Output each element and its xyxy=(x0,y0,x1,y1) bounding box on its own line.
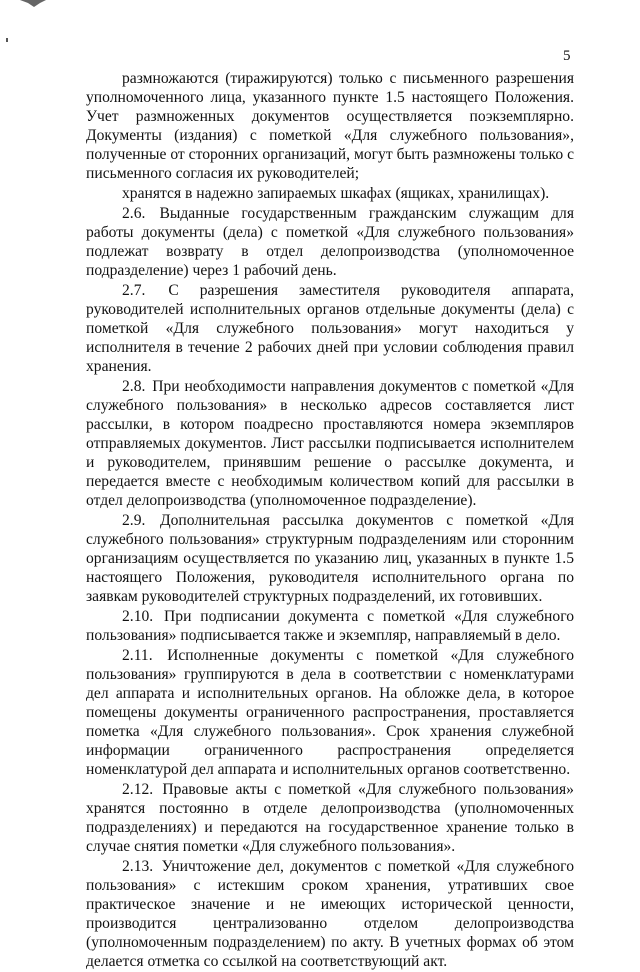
document-body xyxy=(86,69,574,972)
paragraph-number: 2.10. xyxy=(122,608,154,625)
paragraph xyxy=(86,377,574,510)
paragraph xyxy=(86,204,574,280)
paragraph-text: Выданные государственным гражданским служащим для работы документы (дела) с пометкой «Для служебного пользования» подлежат возврату в отдел делопроизводства (уполномоченное подразделение) через 1 рабочий день. xyxy=(86,205,574,279)
paragraph-text: Дополнительная рассылка документов с пометкой «Для служебного пользования» структурным подразделениям или сторонним организациям осуществляется по указанию лиц, указанных в пункте 1.5 настоящего Положения, руководителя исполнительного органа по заявкам руководителей структурных подразделений, их готовивших. xyxy=(86,512,574,605)
paragraph-number: 2.6. xyxy=(122,205,146,222)
scan-artifact xyxy=(20,0,46,8)
paragraph xyxy=(86,511,574,606)
paragraph xyxy=(86,780,574,856)
paragraph xyxy=(86,607,574,645)
paragraph-text: Уничтожение дел, документов с пометкой «Для служебного пользования» с истекшим сроком хранения, утративших свое практическое значение и не имеющих исторической ценности, производится централизованно отделом делопроизводства (уполномоченным подразделением) по акту. В учетных формах об этом делается отметка со ссылкой на соответствующий акт. xyxy=(86,858,574,970)
paragraph-text: Правовые акты с пометкой «Для служебного пользования» хранятся постоянно в отделе делопроизводства (уполномоченных подразделениях) и передаются на государственное хранение только в случае снятия пометки «Для служебного пользования». xyxy=(86,781,574,855)
paragraph-number: 2.7. xyxy=(122,282,146,299)
paragraph-text: размножаются (тиражируются) только с письменного разрешения уполномоченного лица, указанного пункте 1.5 настоящего Положения. Учет размноженных документов осуществляется поэкземплярно. Документы (издания) с пометкой «Для служебного пользования», полученные от сторонних организаций, могут быть размножены только с письменного согласия их руководителей; xyxy=(86,70,574,182)
paragraph-text: С разрешения заместителя руководителя аппарата, руководителей исполнительных органов отдельные документы (дела) с пометкой «Для служебного пользования» могут находиться у исполнителя в течение 2 рабочих дней при условии соблюдения правил хранения. xyxy=(86,282,575,375)
paragraph xyxy=(86,184,574,203)
paragraph-text: При подписании документа с пометкой «Для служебного пользования» подписывается также и экземпляр, направляемый в дело. xyxy=(86,608,575,644)
paragraph-number: 2.9. xyxy=(122,512,146,529)
paragraph-text: хранятся в надежно запираемых шкафах (ящиках, хранилищах). xyxy=(122,185,550,202)
paragraph-number: 2.12. xyxy=(122,781,154,798)
paragraph xyxy=(86,646,574,779)
page-number: 5 xyxy=(563,48,571,64)
paragraph-number: 2.13. xyxy=(122,858,154,875)
paragraph xyxy=(86,69,574,183)
paragraph xyxy=(86,857,574,971)
paragraph-text: Исполненные документы с пометкой «Для служебного пользования» группируются в дела в соответствии с номенклатурами дел аппарата и исполнительных органов. На обложке дела, в которое помещены документы ограниченного распространения, проставляется пометка «Для служебного пользования». Срок хранения служебной информации ограниченного распространения определяется номенклатурой дел аппарата и исполнительных органов соответственно. xyxy=(86,647,574,778)
paragraph-number: 2.11. xyxy=(122,647,153,664)
paragraph xyxy=(86,281,574,376)
paragraph-number: 2.8. xyxy=(122,378,146,395)
scan-dot xyxy=(6,38,8,42)
paragraph-text: При необходимости направления документов с пометкой «Для служебного пользования» в несколько адресов составляется лист рассылки, в котором поадресно проставляются номера экземпляров отправляемых документов. Лист рассылки подписывается исполнителем и руководителем, принявшим решение о рассылке документа, и передается вместе с необходимым количеством копий для рассылки в отдел делопроизводства (уполномоченное подразделение). xyxy=(86,378,574,509)
